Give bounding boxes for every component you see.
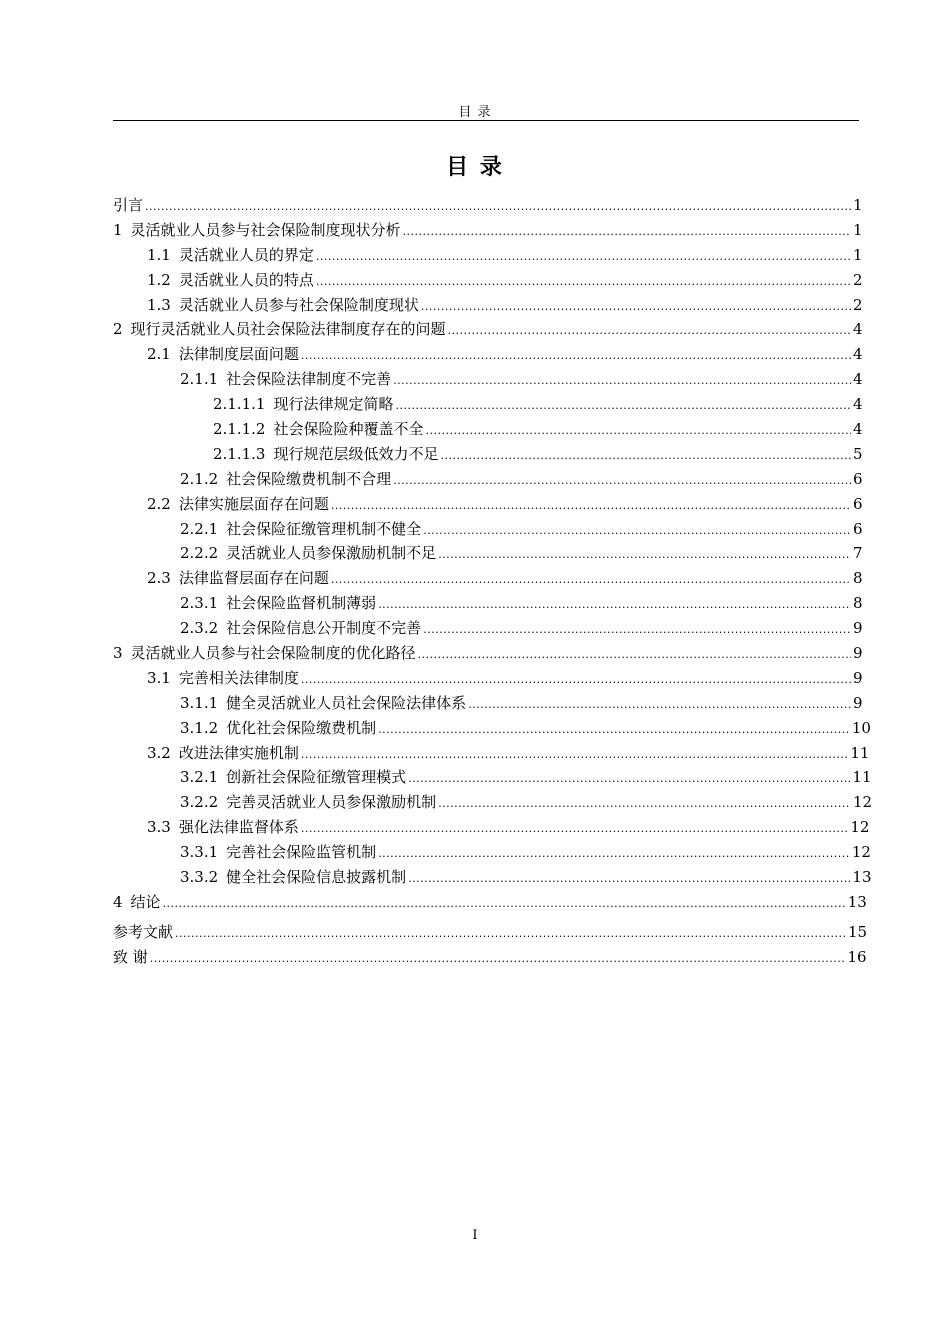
toc-entry[interactable]: [113, 542, 861, 567]
toc-entry[interactable]: [113, 667, 861, 692]
toc-entry-page: 12: [851, 843, 871, 862]
toc-entry-title: 改进法律实施机制: [178, 743, 299, 762]
toc-entry-title: 社会保险信息公开制度不完善: [226, 619, 422, 638]
toc-entry-number: 3: [113, 644, 123, 663]
toc-entry-page: 10: [851, 718, 871, 737]
toc-entry[interactable]: [113, 692, 861, 717]
dot-leader: [441, 449, 852, 462]
dot-leader: [423, 623, 851, 636]
dot-leader: [378, 723, 850, 736]
toc-entry-page: 6: [853, 494, 863, 513]
toc-entry-title: 完善相关法律制度: [178, 668, 299, 687]
toc-entry-title: 现行灵活就业人员社会保险法律制度存在的问题: [130, 320, 446, 339]
toc-entry-number: 4: [113, 892, 123, 911]
toc-entry-title: 优化社会保险缴费机制: [226, 718, 377, 737]
dot-leader: [316, 275, 851, 288]
toc-entry-title: 健全灵活就业人员社会保险法律体系: [226, 693, 467, 712]
toc-entry[interactable]: [113, 567, 861, 592]
toc-entry-title: 创新社会保险征缴管理模式: [226, 768, 407, 787]
toc-entry[interactable]: [113, 742, 870, 767]
toc-entry-title: 灵活就业人员参保激励机制不足: [226, 544, 437, 563]
dot-leader: [396, 399, 852, 412]
toc-entry-title: 完善灵活就业人员参保激励机制: [226, 793, 437, 812]
toc-entry-title: 社会保险缴费机制不合理: [226, 469, 392, 488]
toc-entry-title: 完善社会保险监管机制: [226, 843, 377, 862]
running-header: 目 录: [458, 105, 492, 120]
toc-entry-number: 2.2.2: [180, 544, 219, 563]
toc-entry-page: 4: [853, 320, 863, 339]
toc-entry-page: 12: [850, 818, 870, 837]
toc-entry[interactable]: [113, 368, 861, 393]
toc-entry-number: 3.1: [147, 668, 171, 687]
toc-entry[interactable]: [113, 493, 861, 518]
toc-entry-page: 4: [853, 345, 863, 364]
toc-entry-page: 8: [853, 569, 863, 588]
toc-entry[interactable]: [113, 592, 861, 617]
toc-entry-number: 2.2.1: [180, 519, 219, 538]
toc-entry-page: 9: [853, 619, 863, 638]
dot-leader: [175, 927, 846, 940]
toc-entry-title: 法律制度层面问题: [178, 345, 299, 364]
dot-leader: [331, 573, 851, 586]
toc-entry-title: 引言: [113, 196, 144, 214]
toc-entry-number: 2.3.1: [180, 594, 219, 613]
dot-leader: [408, 872, 850, 885]
toc-entry-number: 3.1.1: [180, 693, 219, 712]
toc-entry-title: 健全社会保险信息披露机制: [226, 868, 407, 887]
toc-entry[interactable]: [113, 717, 871, 742]
toc-entry-number: 2.1: [147, 345, 171, 364]
dot-leader: [393, 374, 851, 387]
toc-entry-title: 灵活就业人员参与社会保险制度的优化路径: [130, 644, 416, 663]
toc-entry-title: 灵活就业人员的特点: [178, 270, 314, 289]
toc-entry[interactable]: [113, 816, 870, 841]
toc-entry-page: 15: [847, 922, 868, 941]
toc-entry-number: 1.2: [147, 270, 171, 289]
toc-entry-page: 5: [853, 444, 863, 463]
toc-entry[interactable]: [113, 841, 871, 866]
toc-entry-title: 社会保险险种覆盖不全: [273, 420, 424, 439]
toc-entry-number: 3.1.2: [180, 718, 219, 737]
toc-entry-number: 2.1.1.1: [213, 395, 266, 414]
toc-entry[interactable]: [113, 393, 861, 418]
toc-entry-page: 11: [852, 768, 872, 787]
toc-entry[interactable]: [113, 244, 861, 269]
page-title: 目 录: [446, 155, 504, 180]
dot-leader: [448, 324, 851, 337]
toc-entry-page: 12: [852, 793, 873, 812]
toc-entry-title: 灵活就业人员的界定: [178, 245, 314, 264]
toc-entry-page: 2: [853, 295, 863, 314]
toc-entry-page: 9: [853, 693, 863, 712]
toc-entry-number: 2.2: [147, 494, 171, 513]
dot-leader: [403, 225, 851, 238]
toc-entry-page: 13: [852, 868, 872, 887]
table-of-contents: [113, 194, 873, 971]
dot-leader: [378, 598, 851, 611]
toc-entry[interactable]: [113, 617, 861, 642]
dot-leader: [301, 349, 851, 362]
toc-entry[interactable]: [113, 921, 868, 946]
toc-entry-page: 4: [853, 370, 863, 389]
toc-entry-page: 1: [853, 220, 863, 239]
toc-entry-number: 2.3: [147, 569, 171, 588]
toc-entry-page: 11: [850, 743, 870, 762]
toc-entry-title: 法律实施层面存在问题: [178, 494, 329, 513]
toc-entry-number: 3.3.2: [180, 868, 219, 887]
toc-entry[interactable]: [113, 946, 867, 971]
dot-leader: [378, 847, 850, 860]
toc-entry-title: 法律监督层面存在问题: [178, 569, 329, 588]
toc-entry-page: 13: [847, 892, 867, 911]
toc-entry-page: 1: [853, 196, 863, 214]
toc-entry-page: 7: [853, 544, 863, 563]
toc-entry-page: 2: [853, 270, 863, 289]
toc-entry-title: 社会保险监督机制薄弱: [226, 594, 377, 613]
dot-leader: [301, 822, 849, 835]
toc-entry[interactable]: [113, 642, 861, 667]
toc-entry-page: 9: [853, 668, 863, 687]
dot-leader: [301, 748, 849, 761]
dot-leader: [301, 673, 851, 686]
toc-entry-number: 3.3.1: [180, 843, 219, 862]
dot-leader: [316, 250, 851, 263]
toc-entry-title: 强化法律监督体系: [178, 818, 299, 837]
dot-leader: [438, 548, 851, 561]
toc-entry-number: 2.1.1.3: [213, 444, 266, 463]
toc-entry-title: 社会保险征缴管理机制不健全: [226, 519, 422, 538]
toc-entry-number: 2: [113, 320, 123, 339]
toc-entry-number: 3.2: [147, 743, 171, 762]
dot-leader: [426, 424, 852, 437]
toc-entry-page: 9: [853, 644, 863, 663]
page-number: I: [472, 1228, 478, 1243]
toc-entry[interactable]: [113, 791, 873, 816]
dot-leader: [408, 772, 850, 785]
toc-entry-title: 参考文献: [113, 922, 174, 941]
toc-entry-title: 灵活就业人员参与社会保险制度现状: [178, 295, 419, 314]
toc-entry[interactable]: [113, 269, 861, 294]
toc-entry-number: 2.1.2: [180, 469, 219, 488]
dot-leader: [418, 648, 851, 661]
toc-entry-title: 社会保险法律制度不完善: [226, 370, 392, 389]
dot-leader: [421, 300, 851, 313]
dot-leader: [163, 897, 846, 910]
toc-entry-title: 致 谢: [113, 947, 148, 966]
toc-entry[interactable]: [113, 219, 861, 244]
dot-leader: [438, 797, 851, 810]
toc-entry-number: 3.3: [147, 818, 171, 837]
toc-entry-number: 2.1.1: [180, 370, 219, 389]
toc-entry[interactable]: [113, 343, 861, 368]
dot-leader: [145, 200, 851, 213]
toc-entry[interactable]: [113, 443, 861, 468]
toc-entry[interactable]: [113, 866, 872, 891]
dot-leader: [423, 524, 851, 537]
toc-entry-title: 结论: [130, 892, 161, 911]
toc-entry[interactable]: [113, 418, 861, 443]
toc-entry-title: 灵活就业人员参与社会保险制度现状分析: [130, 220, 401, 239]
toc-entry[interactable]: [113, 194, 861, 219]
toc-entry-page: 6: [853, 469, 863, 488]
toc-entry-number: 3.2.2: [180, 793, 219, 812]
toc-entry-title: 现行规范层级低效力不足: [273, 444, 439, 463]
toc-entry-number: 1.1: [147, 245, 171, 264]
toc-entry-number: 2.1.1.2: [213, 420, 266, 439]
toc-entry-page: 16: [847, 947, 867, 966]
toc-entry[interactable]: [113, 318, 861, 343]
toc-entry-page: 6: [853, 519, 863, 538]
header-divider: [113, 120, 859, 121]
toc-entry-page: 8: [853, 594, 863, 613]
toc-entry-number: 3.2.1: [180, 768, 219, 787]
toc-entry[interactable]: [113, 766, 872, 791]
toc-entry-number: 2.3.2: [180, 619, 219, 638]
toc-entry[interactable]: [113, 294, 861, 319]
toc-entry-title: 现行法律规定简略: [273, 395, 394, 414]
dot-leader: [393, 474, 851, 487]
dot-leader: [331, 499, 851, 512]
toc-entry[interactable]: [113, 891, 867, 916]
dot-leader: [468, 698, 851, 711]
toc-entry[interactable]: [113, 468, 861, 493]
toc-entry-number: 1: [113, 220, 123, 239]
toc-entry-number: 1.3: [147, 295, 171, 314]
toc-entry-page: 1: [853, 245, 863, 264]
toc-entry-page: 4: [853, 395, 863, 414]
dot-leader: [150, 952, 846, 965]
toc-entry-page: 4: [853, 420, 863, 439]
toc-entry[interactable]: [113, 518, 861, 543]
